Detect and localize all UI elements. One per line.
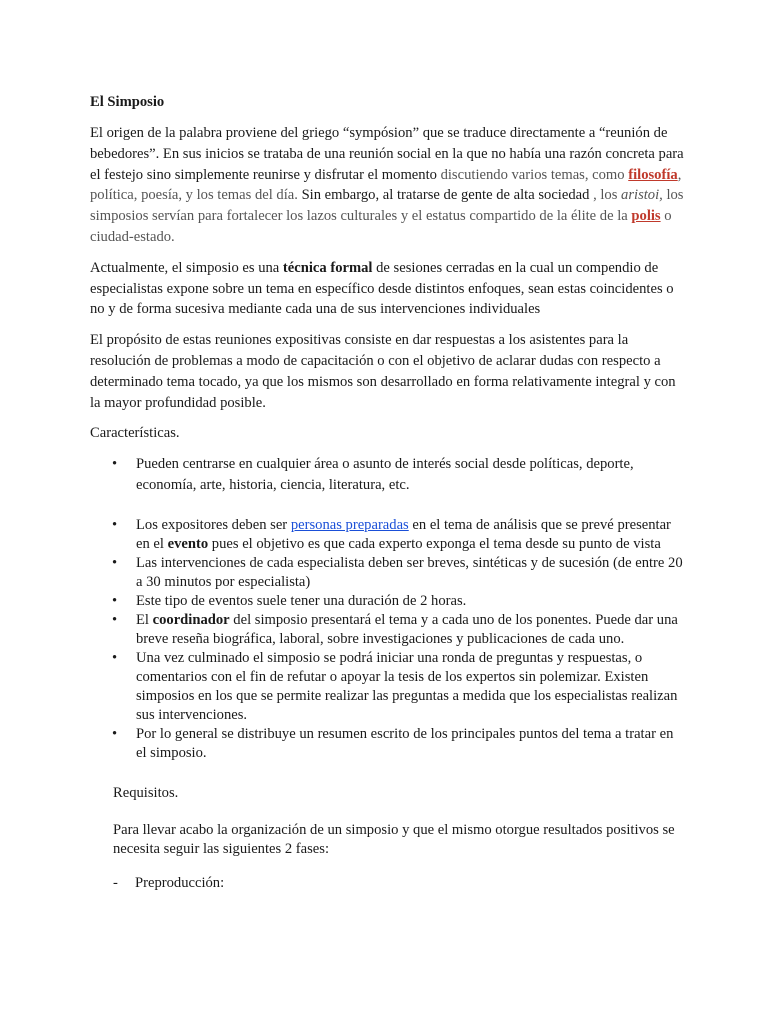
- list-item: • Este tipo de eventos suele tener una duración de 2 horas.: [90, 592, 685, 611]
- list-item: • Pueden centrarse en cualquier área o asunto de interés social desde políticas, deporte, economía, arte, historia, ciencia, literatura, etc.: [90, 454, 685, 496]
- paragraph-origin: El origen de la palabra proviene del griego “sympósion” que se traduce directamente a “reunión de bebedores”. En sus inicios se trataba de una reunión social en la que no había una razón concreta para el festejo sino simplemente reunirse y disfrutar el momento discutiendo varios temas, como filosofía, política, poesía, y los temas del día. Sin embargo, al tratarse de gente de alta sociedad , los aristoi, los simposios servían para fortalecer los lazos culturales y el estatus compartido de la élite de la polis o ciudad-estado.: [90, 125, 684, 245]
- list-item: • Los expositores deben ser personas preparadas en el tema de análisis que se prevé presentar en el evento pues el objetivo es que cada experto exponga el tema desde su punto de vista: [90, 516, 685, 554]
- dash-item-label: Preproducción:: [135, 874, 225, 891]
- link-filosofia[interactable]: filosofía: [628, 166, 678, 183]
- link-polis[interactable]: polis: [631, 208, 661, 225]
- document-title: El Simposio: [90, 94, 165, 110]
- link-personas-preparadas[interactable]: personas preparadas: [290, 516, 409, 533]
- heading-caracteristicas: Características.: [90, 425, 180, 442]
- list-item: • El coordinador del simposio presentará el tema y a cada uno de los ponentes. Puede dar una breve reseña biográfica, laboral, sobre investigaciones y publicaciones de cada uno.: [90, 611, 685, 649]
- heading-requisitos: Requisitos.: [113, 784, 179, 801]
- paragraph-actualmente: Actualmente, el simposio es una técnica formal de sesiones cerradas en la cual un compendio de especialistas expone sobre un tema en específico desde distintos enfoques, sean estas coincidentes o no y de forma sucesiva mediante cada una de sus intervenciones individuales: [90, 259, 674, 318]
- paragraph-proposito: El propósito de estas reuniones expositivas consiste en dar respuestas a los asistentes para la resolución de problemas a modo de capacitación o con el objetivo de aclarar dudas con respecto a determinado tema tocado, ya que los mismos son desarrollado en forma relativamente integral y con la mayor profundidad posible.: [90, 332, 676, 411]
- dash-list-item: [90, 873, 685, 893]
- bullet-list-main: [90, 516, 685, 763]
- list-item: • Por lo general se distribuye un resumen escrito de los principales puntos del tema a tratar en el simposio.: [90, 725, 685, 763]
- bullet-list-first: [90, 454, 685, 496]
- paragraph-fases: Para llevar acabo la organización de un simposio y que el mismo otorgue resultados positivos se necesita seguir las siguientes 2 fases:: [113, 821, 675, 857]
- list-item: • Las intervenciones de cada especialista deben ser breves, sintéticas y de sucesión (de entre 20 a 30 minutos por especialista): [90, 554, 685, 592]
- dash-marker: -: [113, 874, 118, 891]
- list-item: • Una vez culminado el simposio se podrá iniciar una ronda de preguntas y respuestas, o comentarios con el fin de refutar o apoyar la tesis de los expertos sin polemizar. Existen simposios en los que se permite realizar las preguntas a medida que los especialistas realizan sus intervenciones.: [90, 649, 685, 725]
- document-body: [90, 92, 685, 893]
